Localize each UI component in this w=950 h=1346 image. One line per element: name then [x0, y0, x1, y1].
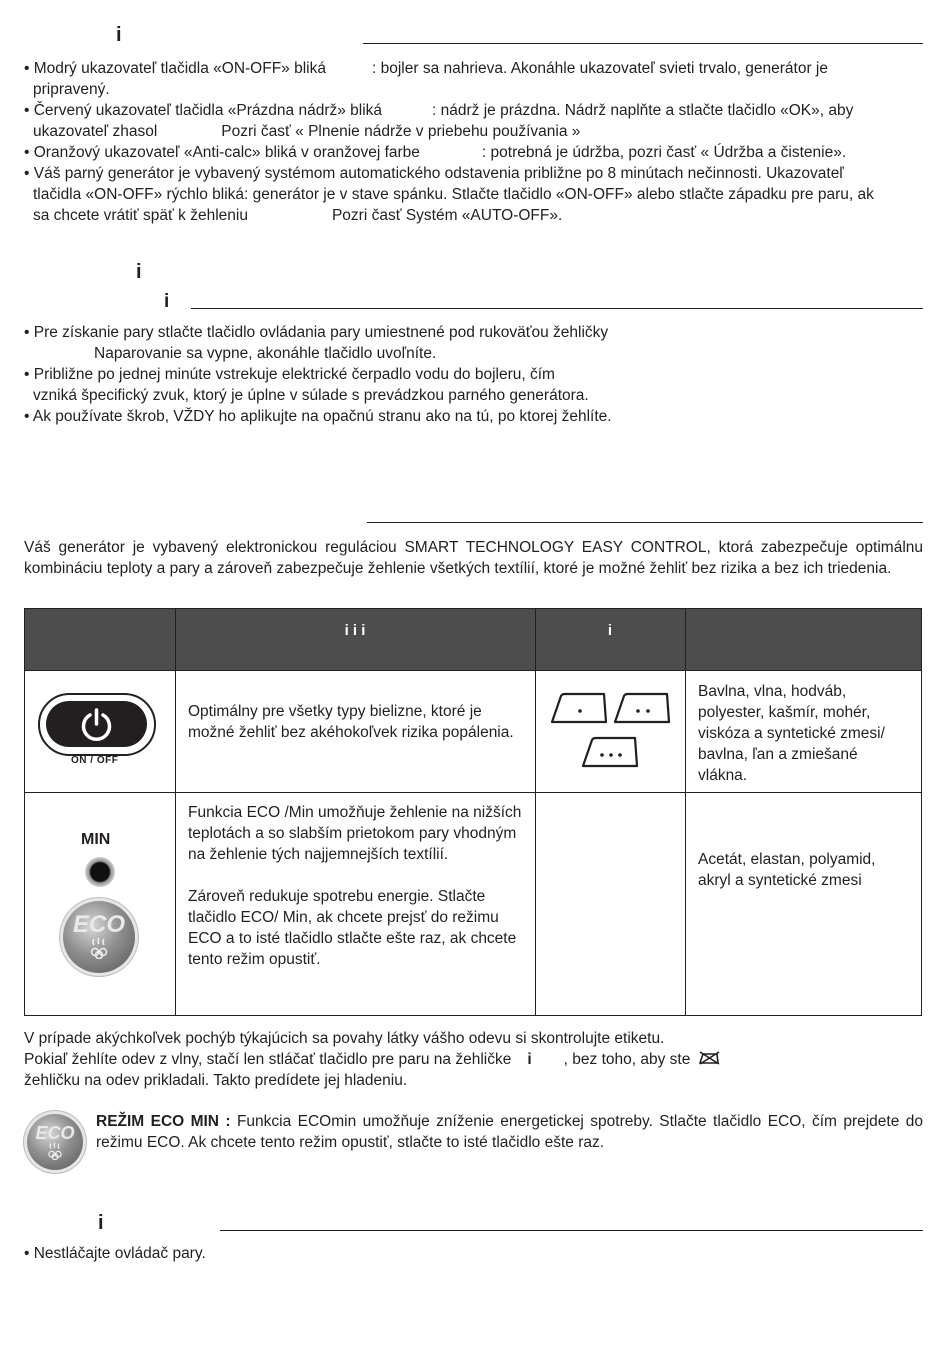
row2-fabrics: Acetát, elastan, polyamid, akryl a syntetické zmesi	[698, 851, 876, 889]
list-item	[24, 322, 656, 343]
bullet-text: ukazovateľ zhasol	[33, 123, 158, 140]
list-item	[24, 163, 924, 184]
settings-table	[24, 608, 922, 1016]
list-item	[24, 406, 656, 427]
power-icon	[46, 701, 147, 747]
bullet-text: • Modrý ukazovateľ tlačidla «ON-OFF» bliká	[24, 60, 326, 77]
steam-icon	[45, 1142, 65, 1160]
table-header-cell: i i i	[344, 622, 366, 639]
note-text: i	[527, 1051, 532, 1068]
section3-intro: Váš generátor je vybavený elektronickou reguláciou SMART TECHNOLOGY EASY CONTROL, ktorá zabezpečuje optimálnu kombináciu teploty a pary a zároveň zabezpečuje žehlenie všetkých textílií, ktoré je možné žehliť bez rizika a bez ich triedenia.	[24, 539, 923, 577]
eco-mode-paragraph	[96, 1111, 923, 1153]
note-line	[24, 1049, 924, 1070]
note-text: , bez toho, aby ste	[563, 1051, 691, 1068]
row1-iron-symbols	[535, 671, 685, 792]
eco-icon-label: ECO	[35, 1123, 75, 1143]
on-off-label: ON / OFF	[71, 755, 119, 766]
bullet-text: : nádrž je prázdna. Nádrž naplňte a stlačte tlačidlo «OK», aby	[432, 102, 854, 119]
min-button	[85, 857, 115, 887]
section2-bullets	[24, 322, 656, 427]
section3-notes	[24, 1028, 924, 1091]
section4-rule	[220, 1230, 923, 1231]
eco-mode-icon	[27, 1114, 83, 1170]
list-item	[24, 364, 656, 385]
section1-bullets	[24, 58, 924, 226]
bullet-text: tlačidla «ON-OFF» rýchlo bliká: generátor je v stave spánku. Stlačte tlačidlo «ON-OFF» alebo stlačte západku pre paru, ak	[33, 186, 874, 203]
iron-three-dots-icon	[580, 735, 640, 769]
list-item	[24, 100, 924, 121]
list-item	[24, 58, 924, 79]
bullet-text: • Červený ukazovateľ tlačidla «Prázdna nádrž» bliká	[24, 102, 383, 119]
note-text: Pokiaľ žehlíte odev z vlny, stačí len stláčať tlačidlo pre paru na žehličke	[24, 1051, 512, 1068]
list-item	[24, 142, 924, 163]
section3-rule	[367, 522, 923, 523]
steam-icon	[87, 937, 111, 959]
min-label: MIN	[81, 831, 111, 848]
table-header-cell: i	[607, 622, 613, 639]
bullet-text: Pozri časť Systém «AUTO-OFF».	[331, 207, 563, 224]
iron-two-dots-icon	[612, 691, 672, 725]
bullet-text: • Približne po jednej minúte vstrekuje elektrické čerpadlo vodu do bojleru, čím	[24, 366, 555, 383]
row1-description: Optimálny pre všetky typy bielizne, ktoré je možné žehliť bez akéhokoľvek rizika popálenia.	[188, 703, 514, 741]
row1-fabrics: Bavlna, vlna, hodváb, polyester, kašmír, mohér, viskóza a syntetické zmesi/ bavlna, ľan a zmiešané vlákna.	[698, 683, 885, 784]
bullet-text: pripravený.	[33, 81, 110, 98]
section2-rule	[191, 308, 923, 309]
eco-mode-title: REŽIM ECO MIN :	[96, 1113, 231, 1130]
bullet-text: vzniká špecifický zvuk, ktorý je úplne v súlade s prevádzkou parného generátora.	[33, 387, 589, 404]
bullet-text: Naparovanie sa vypne, akonáhle tlačidlo uvoľníte.	[94, 345, 437, 362]
row2-description-p2: Zároveň redukuje spotrebu energie. Stlačte tlačidlo ECO/ Min, ak chcete prejsť do režimu ECO a to isté tlačidlo stlačte ešte raz, ak chcete tento režim opustiť.	[188, 888, 517, 968]
on-off-button	[38, 693, 156, 756]
section2-heading: i	[136, 261, 142, 283]
bullet-text: : bojler sa nahrieva. Akonáhle ukazovateľ svieti trvalo, generátor je	[371, 60, 828, 77]
bullet-text: : potrebná je údržba, pozri časť « Údržba a čistenie».	[481, 144, 847, 161]
section1-rule	[363, 43, 923, 44]
section4-heading: i	[98, 1212, 104, 1234]
section2-subheading: i	[164, 291, 170, 312]
no-iron-press-icon	[698, 1051, 720, 1065]
eco-button	[63, 901, 135, 973]
note-line: V prípade akýchkoľvek pochýb týkajúcich sa povahy látky vášho odevu si skontrolujte etiketu.	[24, 1030, 665, 1047]
row2-description	[188, 802, 523, 970]
bullet-text: • Ak používate škrob, VŽDY ho aplikujte na opačnú stranu ako na tú, po ktorej žehlíte.	[24, 408, 612, 425]
eco-mode-text: Funkcia ECOmin umožňuje zníženie energetickej spotreby. Stlačte tlačidlo ECO, čím prejdete do režimu ECO. Ak chcete tento režim opustiť, stlačte to isté tlačidlo ešte raz.	[96, 1113, 923, 1151]
table-header	[25, 609, 921, 670]
bullet-text: • Váš parný generátor je vybavený systémom automatického odstavenia približne po 8 minútach nečinnosti. Ukazovateľ	[24, 165, 844, 182]
note-line: žehličku na odev prikladali. Takto predídete jej hladeniu.	[24, 1072, 408, 1089]
bullet-text: • Pre získanie pary stlačte tlačidlo ovládania pary umiestnené pod rukoväťou žehličky	[24, 324, 609, 341]
bullet-text: • Oranžový ukazovateľ «Anti-calc» bliká v oranžovej farbe	[24, 144, 420, 161]
bullet-text: sa chcete vrátiť späť k žehleniu	[33, 207, 248, 224]
row2-description-p1: Funkcia ECO /Min umožňuje žehlenie na nižších teplotách a so slabším prietokom pary vhodným na žehlenie tých najjemnejších textílií.	[188, 804, 522, 863]
table-row	[25, 671, 175, 792]
section1-heading: i	[116, 24, 122, 46]
iron-one-dot-icon	[549, 691, 609, 725]
table-row	[25, 793, 175, 1015]
bullet-text: Pozri časť « Plnenie nádrže v priebehu používania »	[221, 123, 581, 140]
section4-bullet: • Nestláčajte ovládač pary.	[24, 1245, 206, 1262]
eco-label: ECO	[72, 911, 125, 938]
